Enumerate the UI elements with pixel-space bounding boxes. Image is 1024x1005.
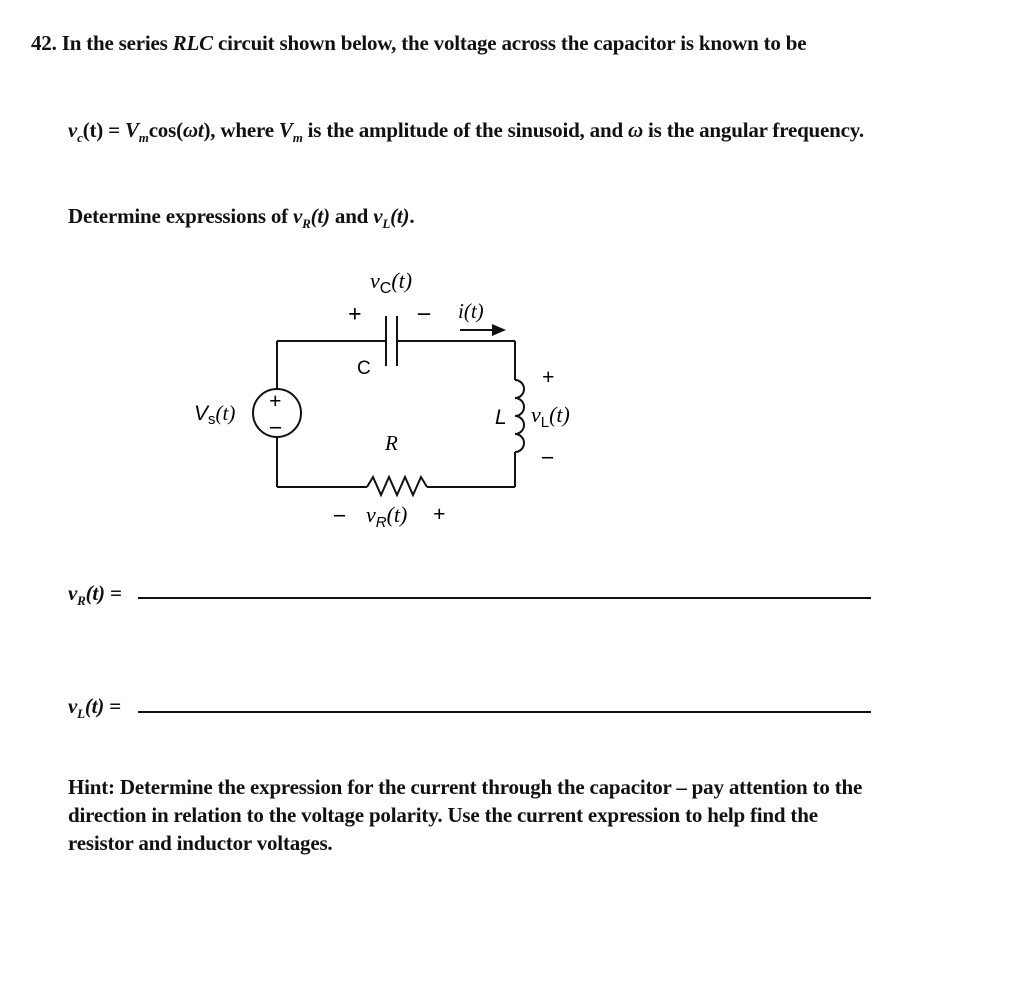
resistor-label: R (385, 431, 398, 455)
vl-answer-blank[interactable] (138, 711, 871, 713)
current-arrow-head (492, 324, 506, 336)
question-heading: 42. In the series RLC circuit shown below, the voltage across the capacitor is known to be (31, 31, 807, 55)
inductor-coil (515, 380, 524, 452)
circuit-type: RLC (172, 31, 213, 55)
hint-line-2: direction in relation to the voltage polarity. Use the current expression to help find the (68, 803, 818, 827)
vc-label: $v_C(t)$ (370, 268, 413, 297)
vl-answer-label: $v_L(t)$ = (68, 694, 121, 721)
cap-plus: + (348, 302, 362, 328)
vr-minus: – (334, 501, 345, 526)
capacitor-equation: $v_c(t) = V_m\cos(\omega t)$, where $V_m$ is the amplitude of the sinusoid, and ω is the angular frequency. (68, 118, 864, 145)
question-number: 42. (31, 31, 57, 55)
capacitor-label: C (357, 358, 371, 379)
vr-plus: + (433, 501, 446, 526)
cap-minus: – (418, 300, 430, 326)
vl-plus: + (542, 364, 555, 389)
source-label: Vs(t) (194, 401, 236, 428)
inductor-label: L (495, 406, 507, 429)
current-label: i(t) (458, 299, 484, 323)
vl-minus: – (542, 443, 553, 468)
vr-answer-label: $v_R(t)$ = (68, 581, 122, 608)
vr-answer-blank[interactable] (138, 597, 871, 599)
source-plus: + (269, 388, 282, 413)
hint-line-3: resistor and inductor voltages. (68, 831, 333, 855)
vr-label: $v_R(t)$ (366, 502, 408, 531)
vl-label: $v_L(t)$ (531, 402, 570, 431)
resistor-zigzag (367, 477, 427, 495)
rlc-circuit-diagram (0, 250, 1024, 810)
source-minus: – (270, 413, 281, 438)
hint-line-1: Hint: Determine the expression for the current through the capacitor – pay attention to the (68, 775, 863, 799)
determine-instruction: Determine expressions of $v_R(t)$ and $v_L(t)$. (68, 204, 415, 231)
